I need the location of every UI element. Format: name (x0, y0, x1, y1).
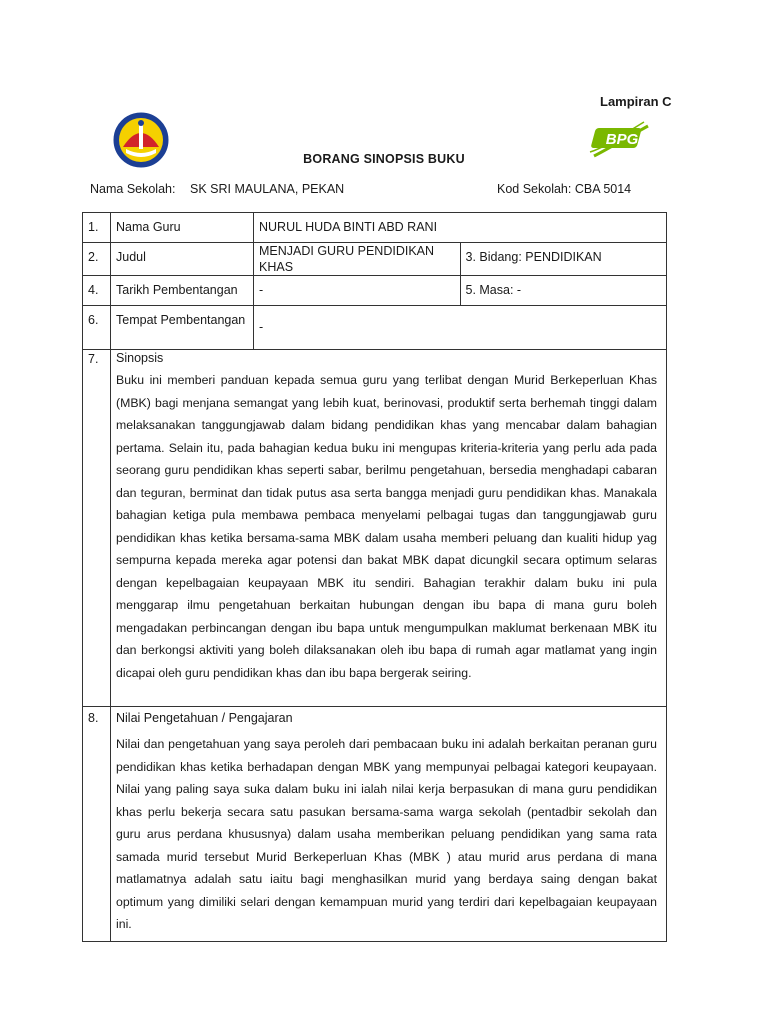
row-sinopsis (83, 350, 667, 707)
bpg-logo-text: BPG (605, 131, 639, 148)
row-label: Tarikh Pembentangan (111, 276, 254, 306)
sinopsis-cell (111, 350, 667, 707)
tarikh-value: - (254, 276, 461, 306)
nama-sekolah-label: Nama Sekolah: (90, 182, 176, 196)
nilai-cell (111, 707, 667, 942)
row-number: 7. (83, 350, 111, 707)
lampiran-label: Lampiran C (600, 94, 672, 109)
nama-sekolah-value: SK SRI MAULANA, PEKAN (190, 182, 345, 196)
sinopsis-label: Sinopsis (116, 351, 164, 365)
row-tempat (83, 306, 667, 350)
row-number: 6. (83, 306, 111, 350)
bidang-value: 3. Bidang: PENDIDIKAN (460, 243, 667, 276)
row-nilai (83, 707, 667, 942)
row-label: Judul (111, 243, 254, 276)
row-nama-guru (83, 213, 667, 243)
tempat-value: - (254, 306, 667, 350)
nilai-text: Nilai dan pengetahuan yang saya peroleh dari pembacaan buku ini adalah berkaitan peranan guru pendidikan khas ketika berhadapan dengan MBK yang mempunyai pelbagai kategori keupayaan. Nilai yang paling saya suka dalam buku ini ialah nilai kerja berpasukan di mana guru pendidikan khas perlu bekerja secara satu pasukan bersama-sama warga sekolah (pentadbir sekolah dan guru arus perdana khususnya) dalam usaha memberikan peluang pendidikan yang sama rata samada murid tersebut Murid Berkeperluan Khas (MBK ) atau murid arus perdana di mana matlamatnya adalah satu iaitu bagi menghasilkan murid yang berdaya saing dengan bakat optimum yang dimiliki selari dengan kemampuan murid yang terdiri dari kepelbagaian keupayaan ini. (116, 737, 657, 931)
kod-sekolah: Kod Sekolah: CBA 5014 (497, 182, 632, 196)
row-number: 4. (83, 276, 111, 306)
nilai-label: Nilai Pengetahuan / Pengajaran (116, 711, 293, 725)
synopsis-form-table (82, 212, 667, 942)
row-number: 1. (83, 213, 111, 243)
judul-value: MENJADI GURU PENDIDIKAN KHAS (254, 243, 461, 276)
row-number: 8. (83, 707, 111, 942)
nama-guru-value: NURUL HUDA BINTI ABD RANI (254, 213, 667, 243)
row-judul (83, 243, 667, 276)
row-label: Nama Guru (111, 213, 254, 243)
masa-value: 5. Masa: - (460, 276, 667, 306)
row-number: 2. (83, 243, 111, 276)
row-label: Tempat Pembentangan (111, 306, 254, 350)
sinopsis-text: Buku ini memberi panduan kepada semua guru yang terlibat dengan Murid Berkeperluan Khas (MBK) bagi menjana semangat yang lebih kuat, berinovasi, produktif serta berhemah tinggi dalam melaksanakan tanggungjawab dalam bidang pendidikan khas yang mencabar dalam bahagian pertama. Selain itu, pada bahagian kedua buku ini mengupas kriteria-kriteria yang perlu ada pada seorang guru pendidikan khas seperti sabar, berilmu pengetahuan, bersedia menghadapi cabaran dan teguran, berminat dan tidak putus asa serta bangga menjadi guru pendidikan khas. Manakala bahagian ketiga pula membawa pembaca menyelami pelbagai tugas dan tanggungjawab guru pendidikan khas ketika bersama-sama MBK dalam usaha memberi peluang dan kualiti hidup yag sempurna kepada mereka agar potensi dan bakat MBK dapat dicungkil secara optimum selaras dengan kepelbagaian keupayaan MBK itu sendiri. Bahagian terakhir dalam buku ini pula menggarap ilmu pengetahuan berkaitan hubungan dengan ibu bapa di mana guru boleh mengadakan perbincangan dengan ibu bapa untuk mengumpulkan maklumat berkenaan MBK itu dan berkongsi aktiviti yang boleh dilaksanakan oleh ibu bapa di rumah agar matlamat yang ingin dicapai oleh guru pendidikan khas dan ibu bapa bergerak seiring. (116, 373, 657, 680)
row-tarikh (83, 276, 667, 306)
form-title: BORANG SINOPSIS BUKU (303, 152, 465, 166)
